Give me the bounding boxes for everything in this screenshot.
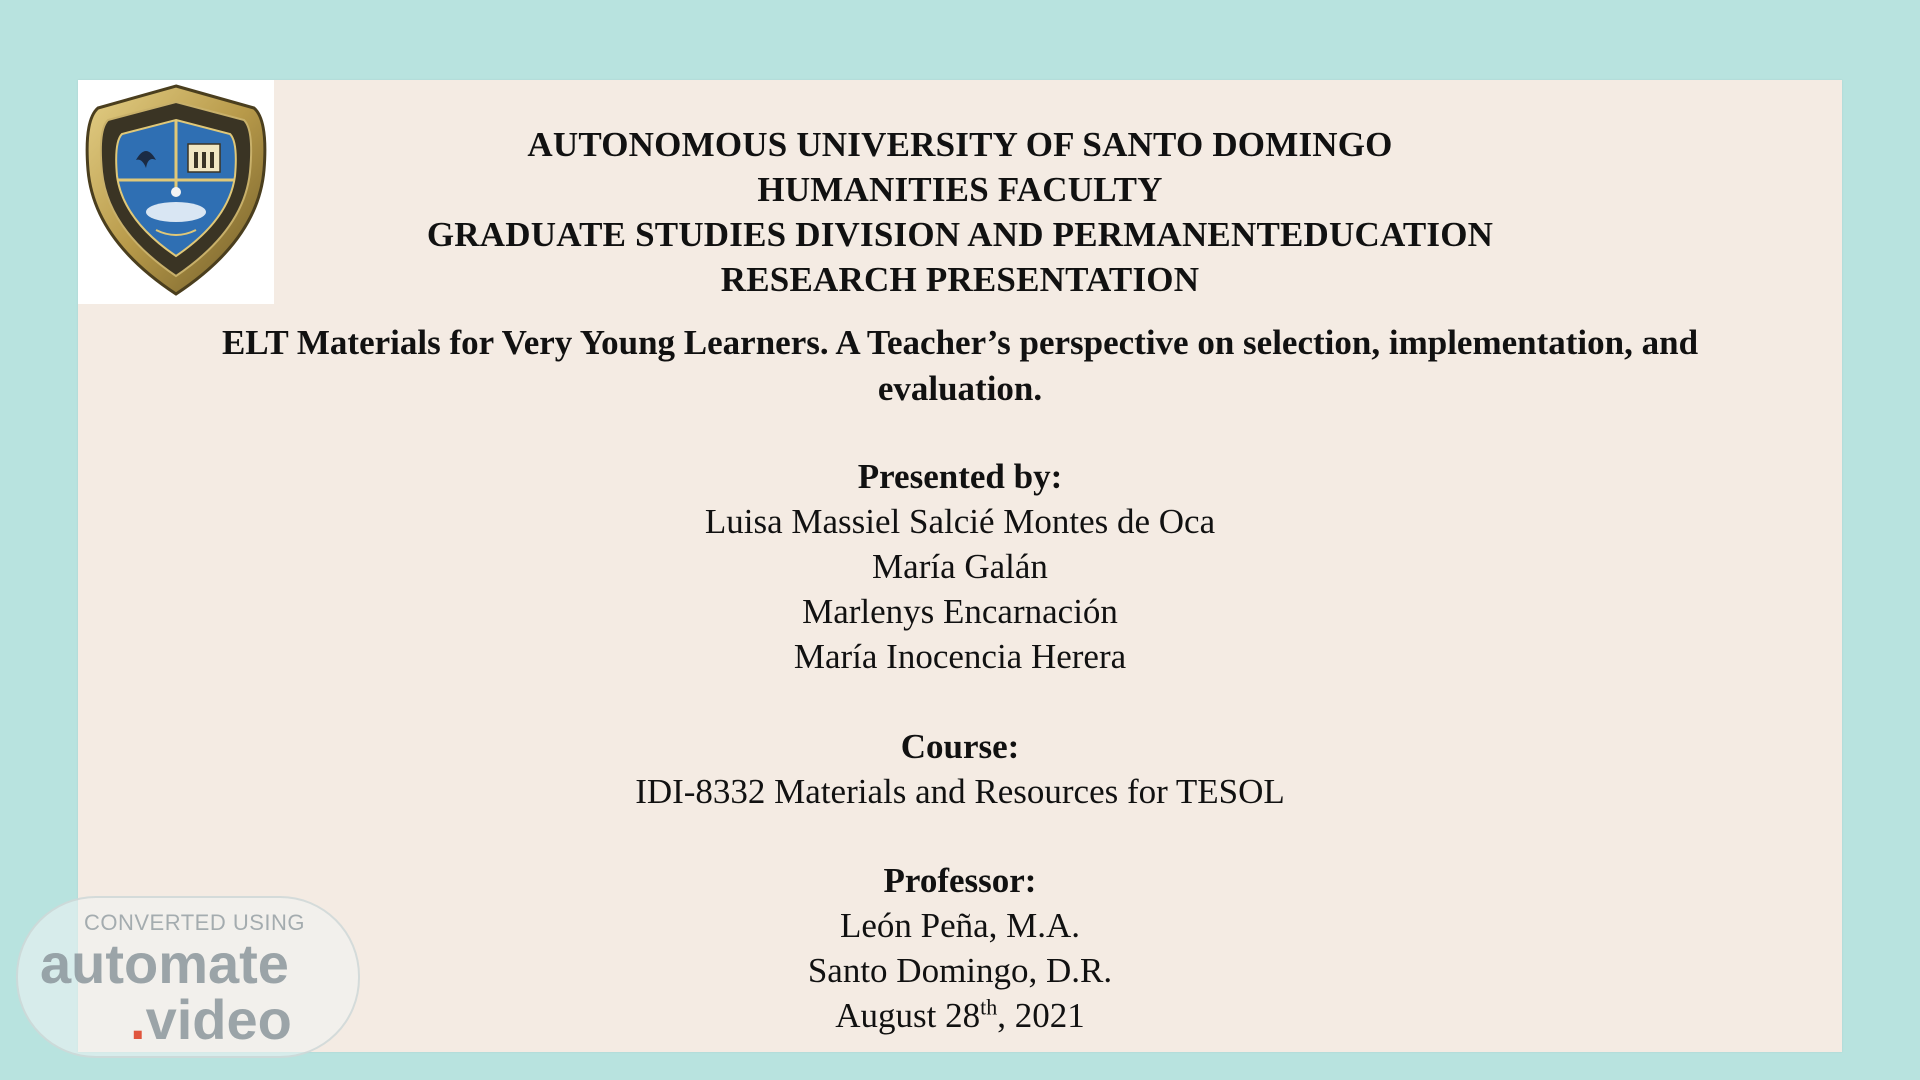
date-ordinal: th xyxy=(980,994,998,1020)
presenter-name: María Galán xyxy=(872,547,1048,586)
presentation-title xyxy=(148,320,1772,412)
watermark-brand-first: automate xyxy=(40,932,289,995)
automate-video-watermark xyxy=(16,896,360,1058)
course-label: Course: xyxy=(900,727,1020,766)
presenter-name: Marlenys Encarnación xyxy=(802,592,1118,631)
date-year: , 2021 xyxy=(997,996,1085,1035)
header-presentation-type: RESEARCH PRESENTATION xyxy=(720,260,1200,299)
date-month-day: August 28 xyxy=(835,996,981,1035)
header-university: AUTONOMOUS UNIVERSITY OF SANTO DOMINGO xyxy=(527,125,1393,164)
course-section xyxy=(78,724,1842,814)
professor-label: Professor: xyxy=(883,861,1037,900)
title-line-2: evaluation. xyxy=(877,369,1043,408)
watermark-dot: . xyxy=(130,988,146,1051)
professor-name: León Peña, M.A. xyxy=(839,906,1081,945)
title-line-1: ELT Materials for Very Young Learners. A Teacher’s perspective on selection, implementation, and xyxy=(221,323,1699,362)
header-division: GRADUATE STUDIES DIVISION AND PERMANENTEDUCATION xyxy=(426,215,1494,254)
slide xyxy=(78,80,1842,1052)
location: Santo Domingo, D.R. xyxy=(807,951,1113,990)
presenter-name: María Inocencia Herera xyxy=(793,637,1127,676)
presenters-section xyxy=(78,454,1842,679)
watermark-brand-video: video xyxy=(145,988,292,1051)
watermark-brand-second xyxy=(130,990,292,1050)
header-faculty: HUMANITIES FACULTY xyxy=(757,170,1163,209)
presenters-label: Presented by: xyxy=(857,457,1063,496)
presenter-name: Luisa Massiel Salcié Montes de Oca xyxy=(704,502,1216,541)
institution-header xyxy=(78,122,1842,302)
watermark-caption: CONVERTED USING xyxy=(84,910,306,935)
course-name: IDI-8332 Materials and Resources for TESOL xyxy=(635,772,1285,811)
